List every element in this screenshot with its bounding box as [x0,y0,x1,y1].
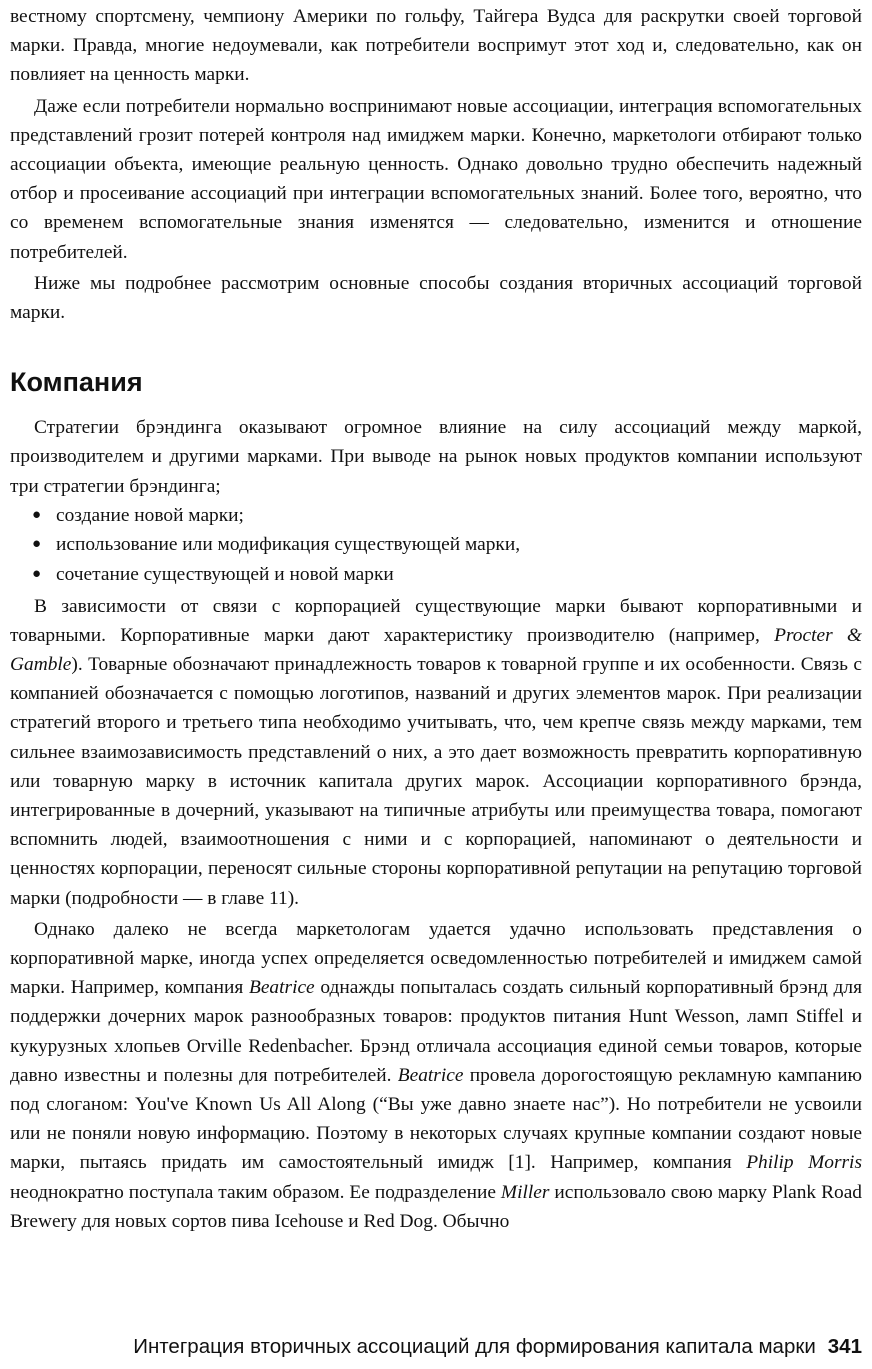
section-paragraph-1: Стратегии брэндинга оказывают огромное влияние на силу ассоциаций между маркой, производителем и другими марками. При выводе на рынок новых продуктов компании используют три стратегии брэндинга; [10,417,862,497]
paragraph-text: использовало свою марку Plank Road Brewery для новых сортов пива Icehouse и Red Dog. Обычно [10,1181,863,1232]
brand-name-miller: Miller [500,1181,550,1203]
list-item-text: использование или модификация существующей марки, [56,534,521,556]
paragraph-text: ). Товарные обозначают принадлежность товаров к товарной группе и их особенности. Связь с компанией обозначается с помощью логотипов, названий и других элементов марок. При реализации стратегий второго и третьего типа необходимо учитывать, что, чем крепче связь между марками, тем сильнее взаимозависимость представлений о них, а это дает возможность превратить корпоративную или товарную марку в источник капитала других марок. Ассоциации корпоративного брэнда, интегрированные в дочерний, указывают на типичные атрибуты или преимущества товара, помогают вспомнить людей, взаимоотношения с ними и с корпорацией, напоминают о деятельности и ценностях корпорации, переносят сильные стороны корпоративной репутации на репутацию торговой марки (подробности — в главе 11). [10,654,862,909]
list-item [10,560,862,590]
paragraph-text: однажды попыталась создать сильный корпоративный брэнд для поддержки дочерних марок разнообразных товаров: продуктов питания Hunt Wesson, ламп Stiffel и кукурузных хлопьев Orville Redenbacher. Брэнд отличала ассоциация единой семьи товаров, которые давно известны и полезны для потребителей. [10,977,862,1086]
bullet-icon: ● [32,536,42,553]
section-paragraph-2 [10,592,862,913]
page-footer [133,1333,862,1361]
intro-paragraph-2: Даже если потребители нормально воспринимают новые ассоциации, интеграция вспомогательных представлений грозит потерей контроля над имиджем марки. Конечно, маркетологи отбирают только ассоциации объекта, имеющие реальную ценность. Однако довольно трудно обеспечить надежный отбор и просеивание ассоциаций при интеграции вспомогательных знаний. Более того, вероятно, что со временем вспомогательные знания изменятся — следовательно, изменится и отношение потребителей. [10,95,862,263]
list-item [10,530,862,560]
brand-name-procter: Procter & Gamble [10,624,862,676]
paragraph-text: В зависимости от связи с корпорацией существующие марки бывают корпоративными и товарными. Корпоративные марки дают характеристику производителю (например, [10,595,862,646]
running-title: Интеграция вторичных ассоциаций для формирования капитала марки [133,1335,816,1358]
list-item-text: сочетание существующей и новой марки [56,564,394,586]
bullet-icon: ● [32,506,42,523]
list-item [10,501,862,531]
paragraph-text: провела дорогостоящую рекламную кампанию под слоганом: You've Known Us All Along (“Вы уже давно знаете нас”). Но потребители не усвоили или не поняли новую информацию. Поэтому в некоторых случаях крупные компании создают новые марки, пытаясь придать им самостоятельный имидж [1]. Например, компания [10,1064,862,1174]
paragraph-text: неоднократно поступала таким образом. Ее подразделение [10,1181,501,1203]
section-heading: Компания [10,367,143,398]
list-item-text: создание новой марки; [56,504,244,526]
book-page [10,2,862,1236]
brand-name-beatrice: Beatrice [248,977,315,999]
strategy-list [10,501,862,590]
section-paragraph-3 [10,915,862,1236]
page-number: 341 [827,1335,862,1358]
brand-name-philip-morris: Philip Morris [746,1152,862,1174]
intro-paragraph-3: Ниже мы подробнее рассмотрим основные способы создания вторичных ассоциаций торговой марки. [10,272,862,324]
brand-name-beatrice: Beatrice [397,1064,464,1086]
bullet-icon: ● [32,566,42,583]
paragraph-text: Однако далеко не всегда маркетологам удается удачно использовать представления о корпоративной марке, иногда успех определяется осведомленностью потребителей и имиджем самой марки. Например, компания [10,918,862,999]
intro-paragraph-1: вестному спортсмену, чемпиону Америки по гольфу, Тайгера Вудса для раскрутки своей торговой марки. Правда, многие недоумевали, как потребители воспримут этот ход и, следовательно, как он повлияет на ценность марки. [10,6,862,86]
